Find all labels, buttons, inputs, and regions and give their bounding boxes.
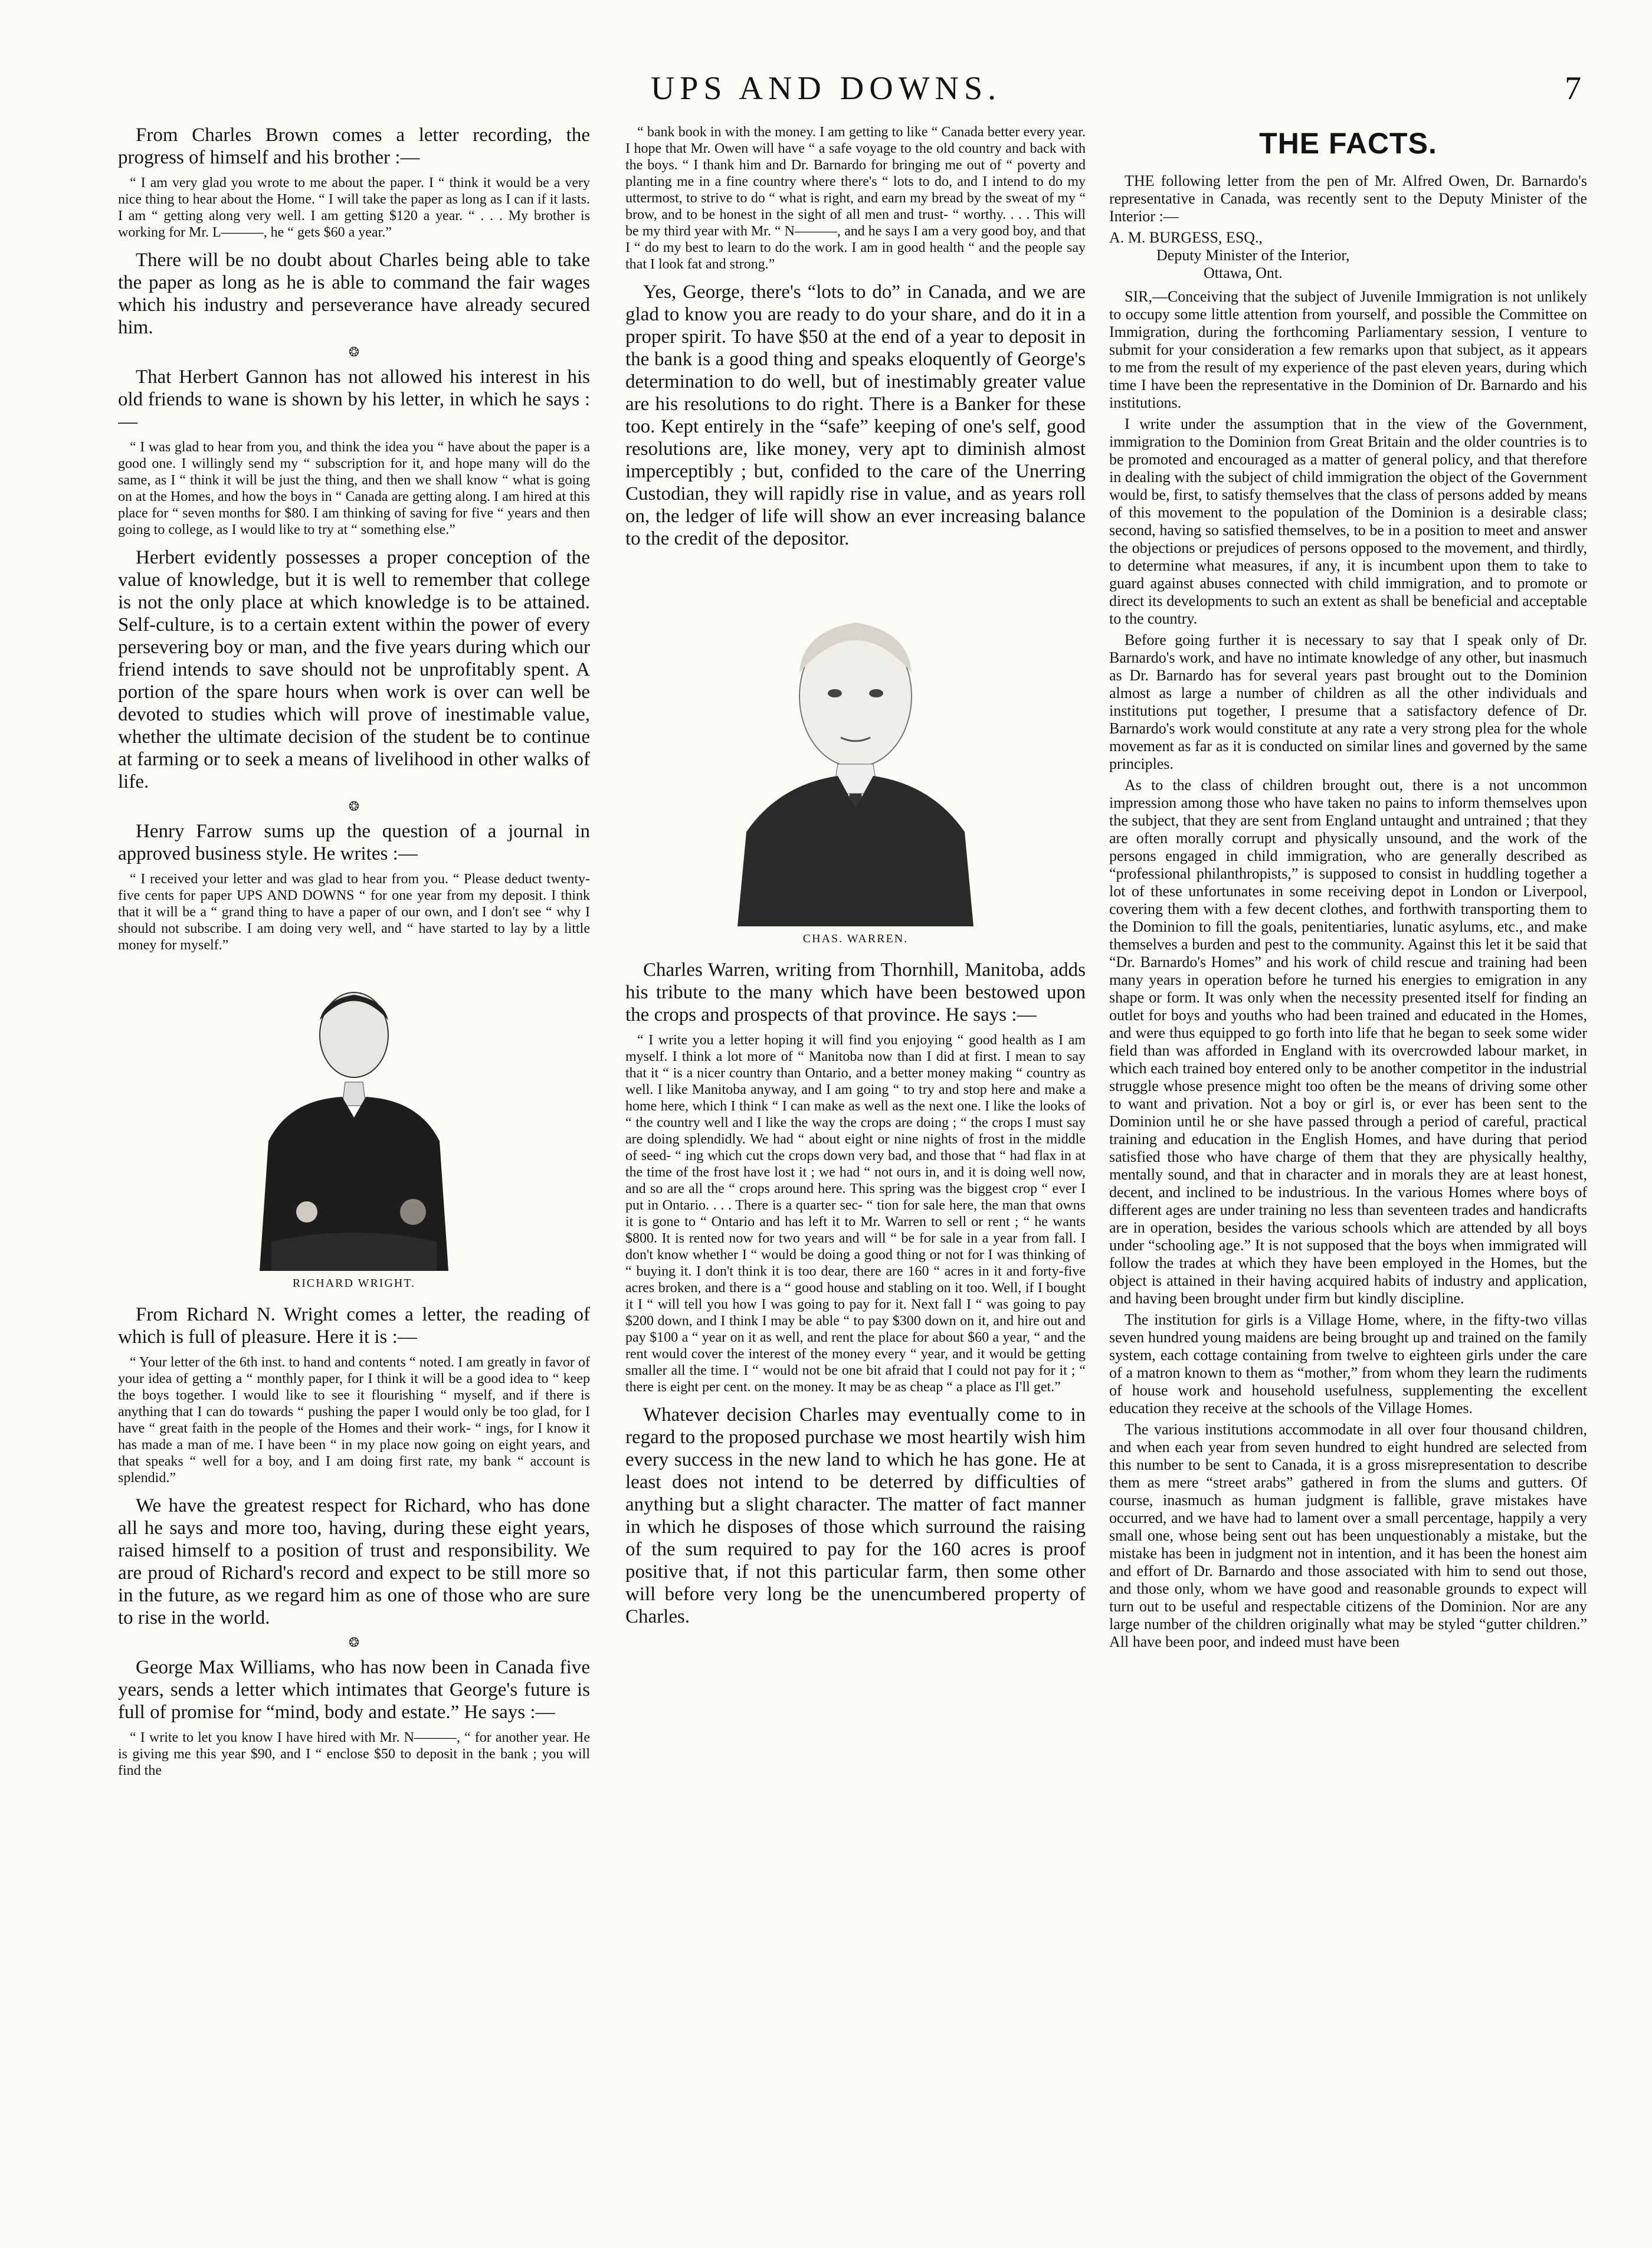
quote-charles-brown: “ I am very glad you wrote to me about the paper. I “ think it would be a very nice thing to hear about the Home. “ I will take the paper as long as I can if it lasts. I am “ getting along very well. I am getting $120 a year. “ . . . My brother is working for Mr. L———, he “ gets $60 a year.” [118,175,590,240]
paragraph-charles-brown: From Charles Brown comes a letter recording, the progress of himself and his brother :— [118,124,590,168]
addressee-name: A. M. BURGESS, ESQ., [1109,229,1263,246]
paragraph-henry-farrow: Henry Farrow sums up the question of a journal in approved business style. He writes :— [118,821,590,864]
paragraph-herbert-gannon: That Herbert Gannon has not allowed his interest in his old friends to wane is shown by his letter, in which he says :— [118,366,590,432]
section-divider-ornament: ❂ [348,799,360,814]
quote-henry-farrow: “ I received your letter and was glad to hear from you. “ Please deduct twenty-five cents for paper UPS AND DOWNS “ for one year from my deposit. I think that it will be a “ grand thing to have a paper of our own, and I don't see “ why I should not subscribe. I am doing very well, and “ have started to lay by a little money for myself.” [118,871,590,953]
facts-intro: THE following letter from the pen of Mr. Alfred Owen, Dr. Barnardo's representative in Canada, was recently sent to the Deputy Minister of the Interior :— [1109,172,1587,225]
caption-richard-wright: RICHARD WRIGHT. [292,1277,416,1290]
column-left [118,124,590,2224]
quote-george-williams: “ I write to let you know I have hired with Mr. N———, “ for another year. He is giving me this year $90, and I “ enclose $50 to deposit in the bank ; you will find the [118,1730,590,1778]
column-right [1109,124,1587,2224]
paragraph-richard-wright: From Richard N. Wright comes a letter, the reading of which is full of pleasure. Here it is :— [118,1304,590,1348]
paragraph-comment-warren: Whatever decision Charles may eventually come to in regard to the proposed purchase we most heartily wish him every success in the new land to which he has gone. He at least does not intend to be deterred by difficulties of anything but a slight character. The matter of fact manner in which he disposes of those which surround the raising of the sum required to pay for the 160 acres is proof positive that, if not this particular farm, then some other will before very long be the unencumbered property of Charles. [625,1404,1086,1627]
running-title: UPS AND DOWNS. [650,70,1002,107]
page-header [0,70,1652,123]
quote-charles-warren: “ I write you a letter hoping it will find you enjoying “ good health as I am myself. I think a lot more of “ Manitoba now than I did at first. I mean to say that it “ is a nicer country than Ontario, and a better money making “ country as well. I like Manitoba anyway, and I am going “ to try and stop here and make a home here, which I think “ I can make as well as the next one. I like the looks of “ the country well and I like the way the crops are doing ; “ the crops I must say are doing splendidly. We had “ about eight or nine nights of frost in the middle of seed- “ ing which cut the crops down very bad, and those that “ had flax in at the time of the frost have lost it ; we had “ not ours in, and it is doing well now, and so are all the “ crops around here. This spring was the biggest crop “ ever I put in Ontario. . . . There is a quarter sec- “ tion for sale here, the man that owns it is gone to “ Ontario and has left it to Mr. Warren to sell or rent ; “ he wants $800. It is rented now for two years and will “ be for sale in a year from fall. I don't know whether I “ would be doing a good thing or not for I was thinking of “ buying it. I don't think it is too dear, there are 160 “ acres in it and forty-five acres broken, and there is a “ good house and stabling on it too. Well, if I bought it I “ will tell you how I was going to pay for it. Next fall I “ was going to pay $200 down, and I think I may be able “ to pay $300 down on it, and hire out and pay $100 a “ year on it as well, and rent the place for about $60 a year, “ and the rent would cover the interest of the money every “ year, and it would be getting smaller all the time. I “ would not be one bit afraid that I could not pay for it ; “ there is eight per cent. on the money. It may be as cheap “ a place as I'll get.” [625,1033,1086,1395]
section-divider-ornament: ❂ [348,345,360,359]
section-divider-ornament: ❂ [348,1635,360,1650]
paragraph-comment-george: Yes, George, there's “lots to do” in Canada, and we are glad to know you are ready to do your share, and do it in a proper spirit. To have $50 at the end of a year to deposit in the bank is a good thing and speaks eloquently of George's determination to do well, but of inestimably greater value are his resolutions to do right. There is a Banker for these too. Kept entirely in the “safe” keeping of one's self, good resolutions are, like money, very apt to diminish almost imperceptibly ; but, confided to the care of the Unerring Custodian, they will rapidly rise in value, and as years roll on, the ledger of life will show an ever increasing balance to the credit of the depositor. [625,281,1086,549]
caption-chas-warren: CHAS. WARREN. [802,932,909,945]
letter-paragraph-3: Before going further it is necessary to say that I speak only of Dr. Barnardo's work, and have no intimate knowledge of any other, but inasmuch as Dr. Barnardo has for several years past brought out to the Dominion almost as large a number of children as all the other individuals and institutions put together, I presume that a satisfactory defence of Dr. Barnardo's work would constitute at any rate a very strong plea for the whole movement as far as it is conducted on similar lines and governed by the same principles. [1109,631,1587,772]
column-middle [625,124,1086,2224]
quote-herbert-gannon: “ I was glad to hear from you, and think the idea you “ have about the paper is a good one. I willingly send my “ subscription for it, and hope many will do the same, as I “ think it will be just the thing, and then we shall know “ what is going on at the Homes, and how the boys in “ Canada are getting along. I am hired at this place for “ seven months for $80. I am thinking of saving for five “ years and then going to college, as I would like to try at “ something else.” [118,440,590,538]
letter-paragraph-6: The various institutions accommodate in all over four thousand children, and when each year from seven hundred to eight hundred are selected from this number to be sent to Canada, it is a gross misrepresentation to describe them as mere “street arabs” gathered in from the slums and gutters. Of course, inasmuch as human judgment is fallible, grave mistakes have occurred, and we have had to lament over a small percentage, happily a very small one, whose being sent out has been unquestionably a mistake, but the mistake has been in judgment not in intention, and it has been the honest aim and effort of Dr. Barnardo and those associated with him to send out those, and those only, whom we have good and reasonable grounds to expect will turn out to be useful and respectable citizens of the Dominion. Nor are any large number of the children originally what may be styled “gutter children.” All have been poor, and indeed must have been [1109,1421,1587,1650]
letter-paragraph-2: I write under the assumption that in the view of the Government, immigration to the Dominion from Great Britain and the older countries is to be promoted and encouraged as a matter of general policy, and that therefore in dealing with the subject of child immigration the object of the Government would be, first, to satisfy themselves that the class of persons added by means of this movement to the population of the Dominion is a desirable class; second, having so satisfied themselves, to be in a position to meet and answer the objections or prejudices of persons opposed to the movement, and thirdly, to determine what measures, if any, it is incumbent upon them to take to guard against abuses connected with child immigration, and to promote or direct its developments to such an extent as shall be beneficial and acceptable to the country. [1109,415,1587,627]
page-number: 7 [1565,70,1581,107]
portrait-chas-warren [720,561,991,926]
paragraph-comment-brown: There will be no doubt about Charles being able to take the paper as long as he is able to command the fair wages which his industry and perseverance have already secured him. [118,250,590,338]
letter-paragraph-4: As to the class of children brought out, there is a not uncommon impression among those who have taken no pains to inform themselves upon the subject, that they are sent from England untaught and untrained ; that they are often morally corrupt and physically unsound, and the work of the persons engaged in child immigration, who are generally described as “professional philanthropists,” is supposed to consist in huddling together a lot of these unfortunates in some receiving depot in London or Liverpool, covering them with a few decent clothes, and forthwith transporting them to the Dominion to fill the goals, penitentiaries, lunatic asylums, etc., and make themselves a burden and pest to the community. Against this let it be said that “Dr. Barnardo's Homes” and his work of child rescue and training had been many years in operation before he turned his energies to emigration in any shape or form. It was only when the necessity presented itself for finding an outlet for boys and youths who had been trained and educated in the Homes, and were thus equipped to go forth into life that he began to seek some wider field than was afforded in England with its overcrowded labour market, in which each trained boy entered only to be another competitor in the industrial struggle whose presence might too often be the means of driving some other to want and privation. Not a boy or girl is, or ever has been sent to the Dominion until he or she have passed through a period of careful, practical training and education in the English Homes, and have during that period satisfied those who have charge of them that they are physically healthy, mentally sound, and that in character and in morals they are at least honest, decent, and inclined to be industrious. In the various Homes where boys of different ages are under training no less than seventeen trades and handicrafts are in operation, besides the various schools which are attended by all boys under “schooling age.” It is not supposed that the boys when immigrated will follow the trades at which they have been employed in the Homes, but the object is attained in their having acquired habits of industry and application, and having been brought under firm but kindly discipline. [1109,776,1587,1307]
quote-george-williams-continued: “ bank book in with the money. I am getting to like “ Canada better every year. I hope that Mr. Owen will have “ a safe voyage to the old country and back with the boys. “ I thank him and Dr. Barnardo for bringing me out of “ poverty and planting me in a fine country where there's “ lots to do, and I intend to do my uttermost, to strive to do “ what is right, and earn my bread by the sweat of my “ brow, and to be honest in the sight of all men and trust- “ worthy. . . . This will be my third year with Mr. “ N———, and he says I am a very good boy, and that I “ do my best to learn to do the work. I am in good health “ and the people say that I look fat and strong.” [625,124,1086,272]
quote-richard-wright: “ Your letter of the 6th inst. to hand and contents “ noted. I am greatly in favor of your idea of getting a “ monthly paper, for I think it will be a good idea to “ keep the boys together. I would like to see it flourishing “ myself, and if there is anything that I can do towards “ pushing the paper I would only be too glad, for I have “ great faith in the people of the Homes and their work- “ ings, for I know it has made a man of me. I have been “ in my place now going on eight years, and that speaks “ well for a boy, and I am doing first rate, my bank “ account is splendid.” [118,1355,590,1486]
paragraph-comment-richard: We have the greatest respect for Richard, who has done all he says and more too, having, during these eight years, raised himself to a position of trust and responsibility. We are proud of Richard's record and expect to be still more so in the future, as we regard him as one of those who are sure to rise in the world. [118,1495,590,1628]
paragraph-george-williams: George Max Williams, who has now been in Canada five years, sends a letter which intimates that George's future is full of promise for “mind, body and estate.” He says :— [118,1657,590,1723]
addressee-city: Ottawa, Ont. [1204,264,1283,281]
portrait-richard-wright [236,964,472,1271]
paragraph-charles-warren: Charles Warren, writing from Thornhill, Manitoba, adds his tribute to the many which have been bestowed upon the crops and prospects of that province. He says :— [625,959,1086,1025]
paragraph-comment-herbert: Herbert evidently possesses a proper conception of the value of knowledge, but it is well to remember that college is not the only place at which knowledge is to be attained. Self-culture, is to a certain extent within the power of every persevering boy or man, and the five years during which our friend intends to save should not be unprofitably spent. A portion of the spare hours when work is over can well be devoted to studies which will prove of inestimable value, whether the ultimate decision of the student be to continue at farming or to seek a means of livelihood in other walks of life. [118,547,590,792]
letter-paragraph-5: The institution for girls is a Village Home, where, in the fifty-two villas seven hundred young maidens are being brought up and trained on the family system, each cottage containing from twelve to eighteen girls under the care of a matron known to them as “mother,” from whom they learn the rudiments of house work and household usefulness, supplementing the excellent education they receive at the schools of the Village Homes. [1109,1311,1587,1417]
section-title-the-facts: THE FACTS. [1259,127,1437,160]
addressee-title: Deputy Minister of the Interior, [1156,247,1350,264]
letter-paragraph-1: SIR,—Conceiving that the subject of Juvenile Immigration is not unlikely to occupy some little attention from yourself, and possible the Committee on Immigration, during the forthcoming Parliamentary session, I venture to submit for your consideration a few remarks upon that subject, as it appears to me from the result of my experience of the past eleven years, during which time I have been the representative in the Dominion of Dr. Barnardo and his institutions. [1109,288,1587,411]
